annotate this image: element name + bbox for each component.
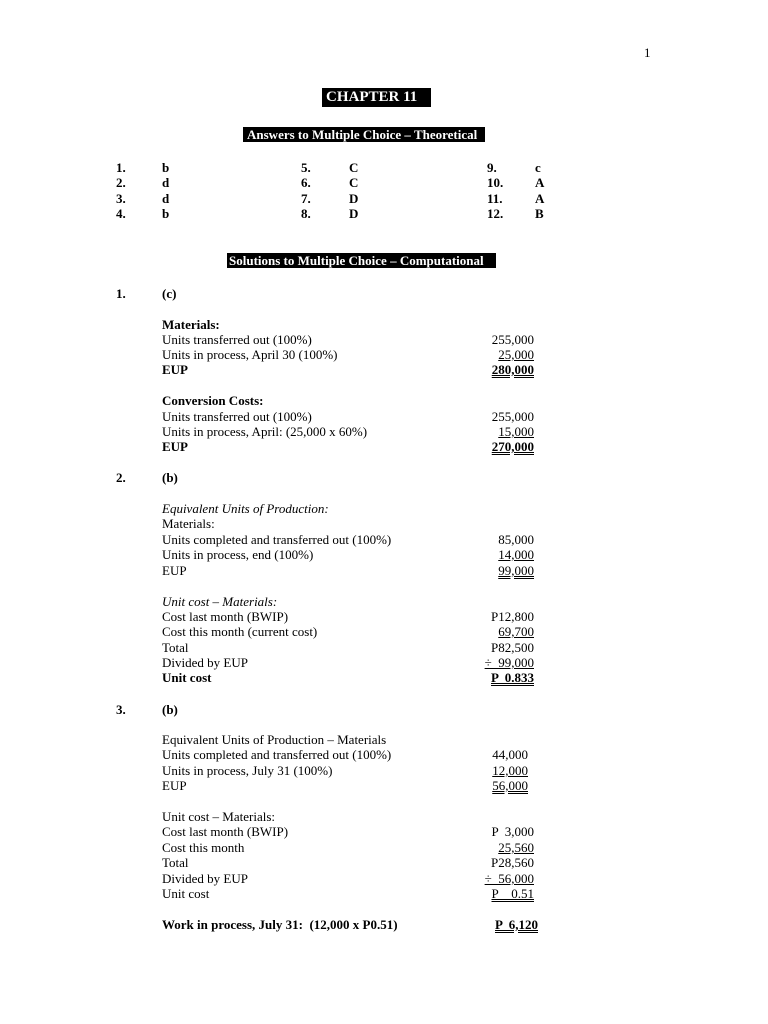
row-value: 56,000 — [492, 778, 528, 793]
answer-letter: c — [535, 160, 541, 175]
row-value: P 3,000 — [491, 824, 534, 839]
row-value: 14,000 — [498, 547, 534, 562]
answer-letter: d — [162, 175, 170, 190]
row-value: 25,000 — [498, 347, 534, 362]
row-label: Total — [162, 855, 189, 870]
conversion-heading: Conversion Costs: — [162, 393, 264, 408]
row-value: P82,500 — [491, 640, 534, 655]
row-label: Divided by EUP — [162, 871, 248, 886]
row-value: 69,700 — [498, 624, 534, 639]
row-label: Unit cost — [162, 886, 210, 901]
row-value: P28,560 — [491, 855, 534, 870]
question-answer: (b) — [162, 470, 178, 485]
answer-letter: A — [535, 191, 545, 206]
answer-number: 5. — [301, 160, 311, 175]
answer-letter: d — [162, 191, 170, 206]
row-label: Units transferred out (100%) — [162, 409, 312, 424]
answer-letter: A — [535, 175, 545, 190]
answer-number: 9. — [487, 160, 497, 175]
unit-cost-heading: Unit cost – Materials: — [162, 594, 278, 609]
row-label: Cost this month — [162, 840, 245, 855]
row-label: Divided by EUP — [162, 655, 248, 670]
answer-number: 3. — [116, 191, 126, 206]
answer-number: 7. — [301, 191, 311, 206]
row-label: EUP — [162, 778, 187, 793]
computational-heading: Solutions to Multiple Choice – Computational — [227, 253, 496, 268]
unit-cost-heading: Unit cost – Materials: — [162, 809, 276, 824]
row-value: 280,000 — [491, 362, 534, 377]
row-value: 44,000 — [492, 747, 528, 762]
row-value: 85,000 — [498, 532, 534, 547]
answer-letter: C — [349, 175, 359, 190]
materials-label: Materials: — [162, 516, 215, 531]
chapter-title: CHAPTER 11 — [322, 88, 431, 107]
row-label: Units in process, July 31 (100%) — [162, 763, 333, 778]
question-number: 3. — [116, 702, 126, 717]
answer-number: 11. — [487, 191, 503, 206]
row-label: Cost last month (BWIP) — [162, 609, 289, 624]
row-label: Units completed and transferred out (100%) — [162, 532, 392, 547]
page-number: 1 — [644, 45, 651, 60]
question-number: 1. — [116, 286, 126, 301]
row-value: 25,560 — [498, 840, 534, 855]
row-label: Cost this month (current cost) — [162, 624, 318, 639]
row-value: 270,000 — [491, 439, 534, 454]
row-label: Units in process, April: (25,000 x 60%) — [162, 424, 368, 439]
answer-number: 10. — [487, 175, 504, 190]
answer-number: 12. — [487, 206, 504, 221]
theoretical-heading: Answers to Multiple Choice – Theoretical — [243, 127, 485, 142]
row-value: ÷ 99,000 — [484, 655, 534, 670]
row-value: 99,000 — [498, 563, 534, 578]
row-value: P12,800 — [491, 609, 534, 624]
row-value: 255,000 — [491, 332, 534, 347]
answer-letter: D — [349, 206, 359, 221]
materials-heading: Materials: — [162, 317, 220, 332]
row-label: EUP — [162, 362, 188, 377]
row-value: 15,000 — [498, 424, 534, 439]
row-value: 12,000 — [492, 763, 528, 778]
answer-letter: D — [349, 191, 359, 206]
row-label: Cost last month (BWIP) — [162, 824, 289, 839]
answer-number: 6. — [301, 175, 311, 190]
answer-number: 4. — [116, 206, 126, 221]
question-answer: (b) — [162, 702, 178, 717]
row-label: Units transferred out (100%) — [162, 332, 312, 347]
question-number: 2. — [116, 470, 126, 485]
row-value: P 0.833 — [491, 670, 534, 685]
row-value: ÷ 56,000 — [484, 871, 534, 886]
answer-letter: C — [349, 160, 359, 175]
row-label: Units completed and transferred out (100%) — [162, 747, 392, 762]
answer-number: 1. — [116, 160, 126, 175]
wip-value: P 6,120 — [495, 917, 538, 932]
row-label: Units in process, end (100%) — [162, 547, 314, 562]
answer-number: 2. — [116, 175, 126, 190]
answer-letter: B — [535, 206, 544, 221]
row-label: Units in process, April 30 (100%) — [162, 347, 338, 362]
wip-label: Work in process, July 31: (12,000 x P0.51) — [162, 917, 398, 932]
eup-heading: Equivalent Units of Production: — [162, 501, 329, 516]
row-value: 255,000 — [491, 409, 534, 424]
row-label: Total — [162, 640, 189, 655]
eup-heading: Equivalent Units of Production – Materials — [162, 732, 387, 747]
row-label: EUP — [162, 439, 188, 454]
row-label: EUP — [162, 563, 187, 578]
answer-number: 8. — [301, 206, 311, 221]
answer-letter: b — [162, 160, 170, 175]
question-answer: (c) — [162, 286, 177, 301]
answer-letter: b — [162, 206, 170, 221]
row-value: P 0.51 — [491, 886, 534, 901]
row-label: Unit cost — [162, 670, 212, 685]
